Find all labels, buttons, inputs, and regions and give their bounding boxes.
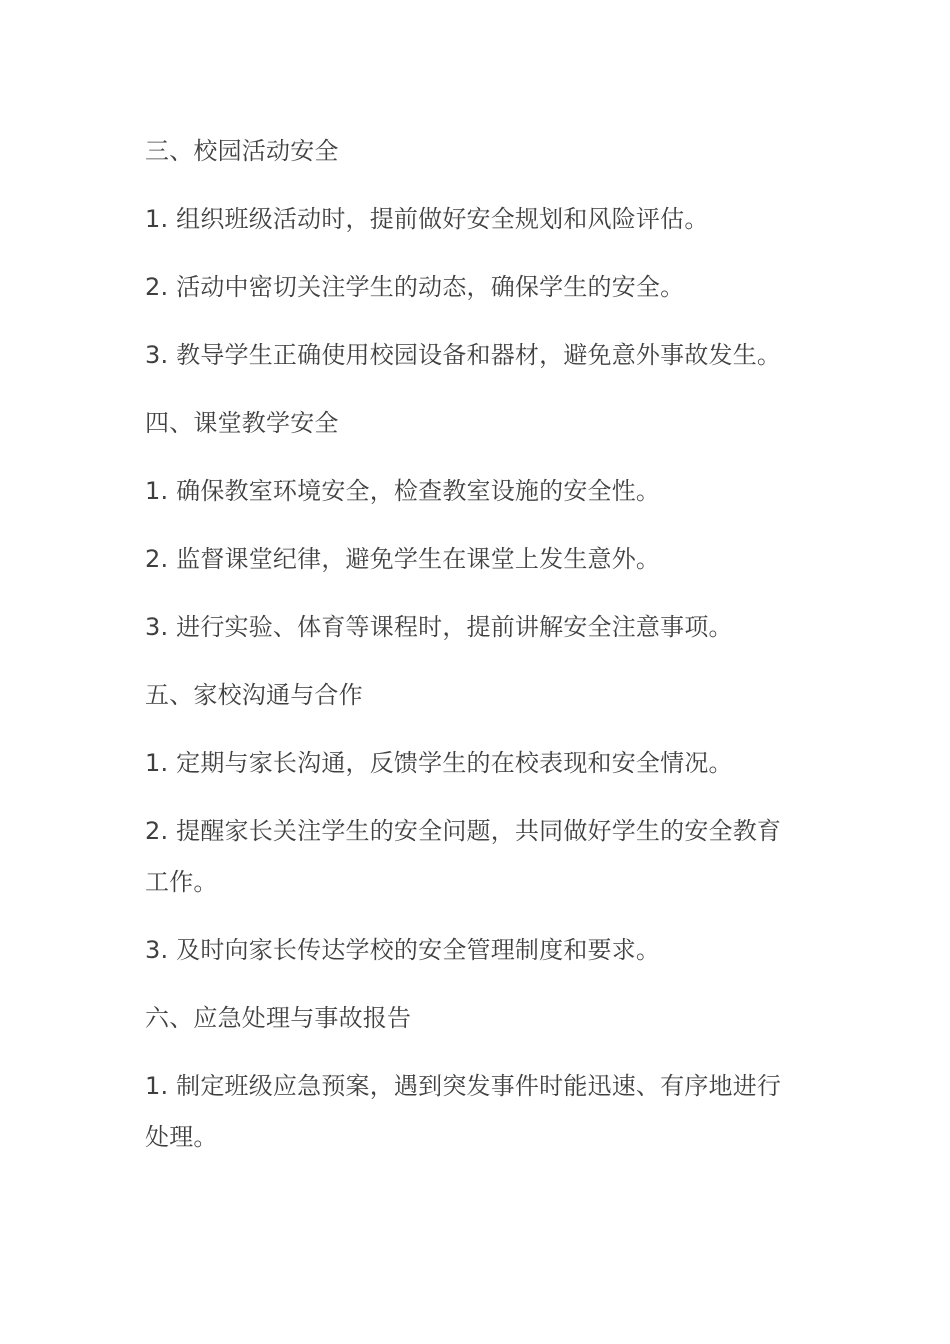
section-heading: 四、课堂教学安全 bbox=[145, 409, 339, 437]
paragraph: 2. 监督课堂纪律，避免学生在课堂上发生意外。 bbox=[145, 545, 661, 573]
section-heading: 五、家校沟通与合作 bbox=[145, 681, 363, 709]
paragraph: 2. 活动中密切关注学生的动态，确保学生的安全。 bbox=[145, 273, 685, 301]
paragraph: 3. 及时向家长传达学校的安全管理制度和要求。 bbox=[145, 936, 661, 964]
paragraph: 2. 提醒家长关注学生的安全问题，共同做好学生的安全教育工作。 bbox=[145, 817, 782, 896]
paragraph: 1. 制定班级应急预案，遇到突发事件时能迅速、有序地进行处理。 bbox=[145, 1072, 782, 1151]
document-body bbox=[145, 126, 805, 1180]
paragraph: 1. 确保教室环境安全，检查教室设施的安全性。 bbox=[145, 477, 661, 505]
paragraph: 3. 进行实验、体育等课程时，提前讲解安全注意事项。 bbox=[145, 613, 733, 641]
paragraph: 3. 教导学生正确使用校园设备和器材，避免意外事故发生。 bbox=[145, 341, 782, 369]
section-heading: 三、校园活动安全 bbox=[145, 137, 339, 165]
paragraph: 1. 组织班级活动时，提前做好安全规划和风险评估。 bbox=[145, 205, 709, 233]
section-heading: 六、应急处理与事故报告 bbox=[145, 1004, 412, 1032]
paragraph: 1. 定期与家长沟通，反馈学生的在校表现和安全情况。 bbox=[145, 749, 733, 777]
